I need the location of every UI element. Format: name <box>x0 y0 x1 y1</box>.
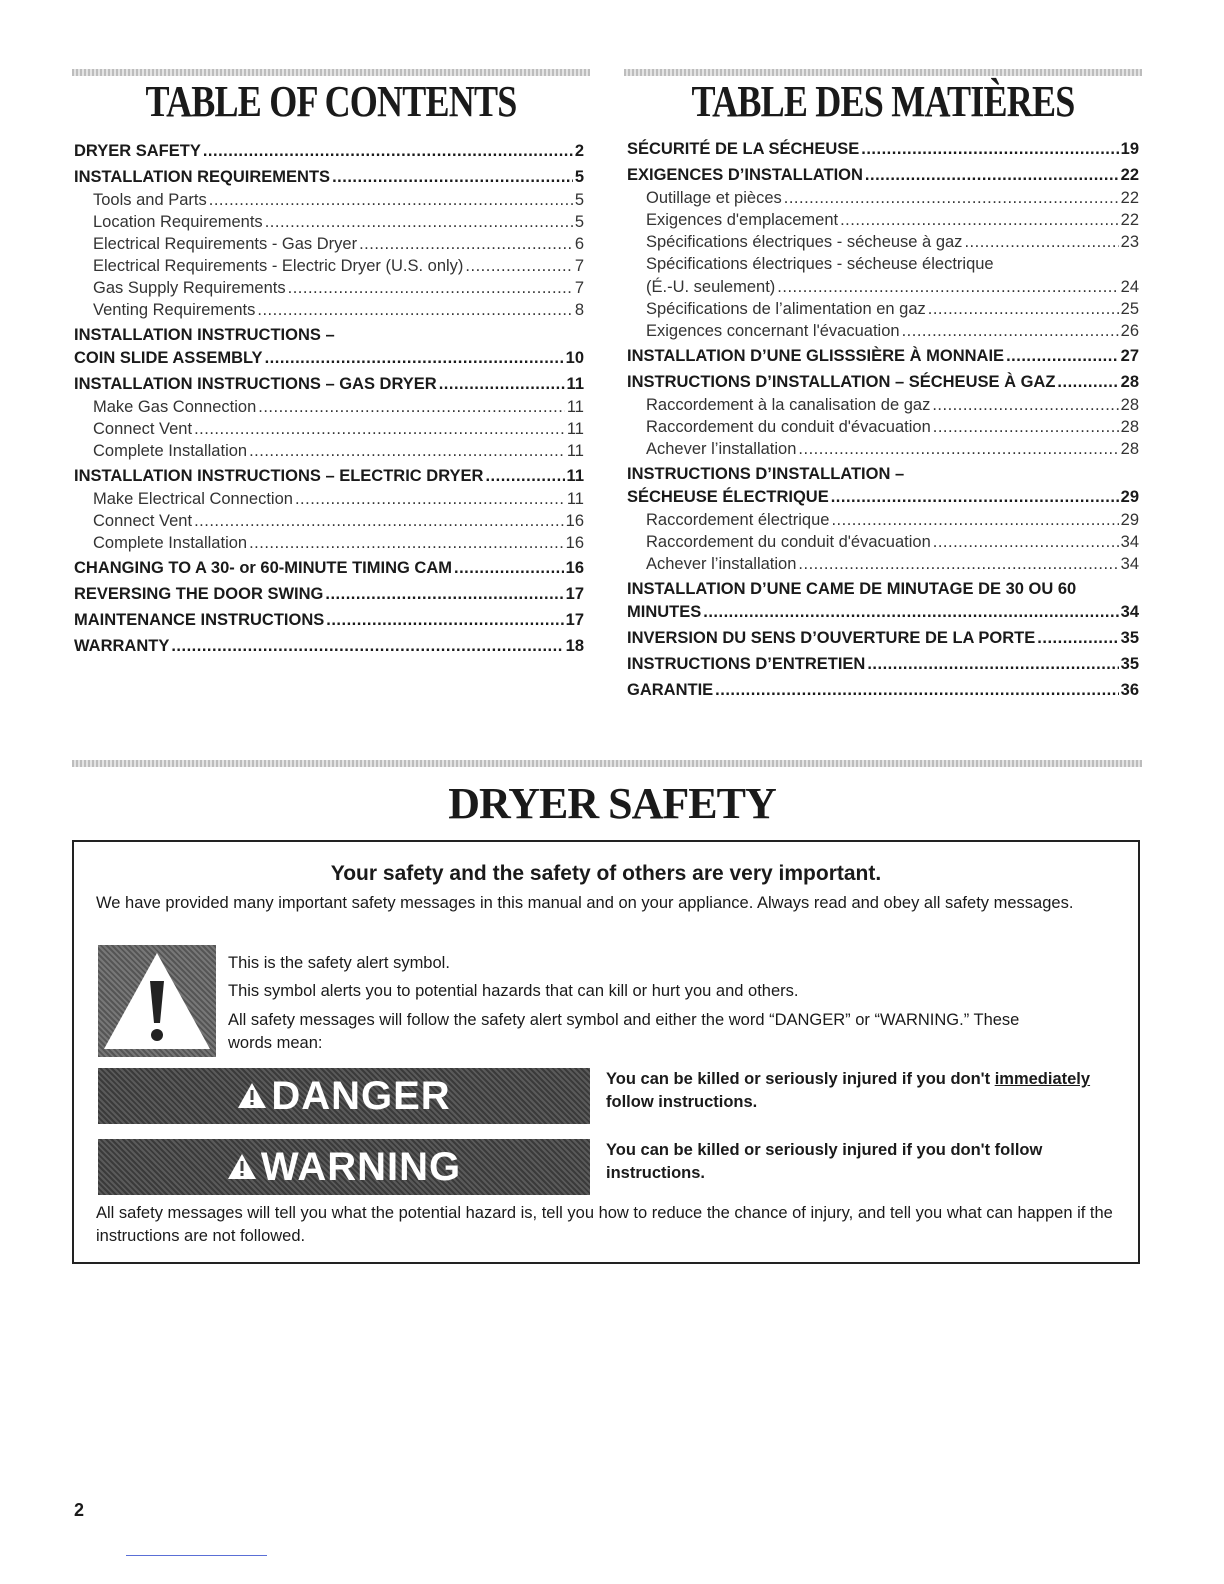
toc-entry <box>74 396 584 418</box>
safety-footer: All safety messages will tell you what the potential hazard is, tell you how to reduce the chance of injury, and tell you what can happen if the instructions are not followed. <box>96 1204 1113 1245</box>
toc-leader-dots <box>439 373 565 396</box>
toc-leader-dots <box>798 553 1118 575</box>
toc-entry <box>627 253 1139 276</box>
toc-entry <box>74 255 584 277</box>
toc-entry-page: 11 <box>566 467 584 485</box>
toc-entry-title: INVERSION DU SENS D’OUVERTURE DE LA PORTE <box>627 629 1036 647</box>
warning-triangle-icon <box>237 1074 267 1119</box>
toc-entry <box>627 679 1139 702</box>
toc-entry <box>627 553 1139 575</box>
toc-entry <box>74 557 584 580</box>
toc-title-fr: TABLE DES MATIÈRES <box>691 77 1075 126</box>
symbol-line-3: All safety messages will follow the safety alert symbol and either the word “DANGER” or “WARNING.” These words mean: <box>228 1011 1020 1052</box>
toc-entry-title: GARANTIE <box>627 681 714 699</box>
toc-list-fr <box>627 135 1139 702</box>
toc-leader-dots <box>840 209 1119 231</box>
toc-entry-page: 29 <box>1120 511 1139 529</box>
toc-entry-title: Achever l’installation <box>646 555 797 573</box>
toc-leader-dots <box>288 277 573 299</box>
danger-text-a: You can be killed or seriously injured if you don't <box>606 1070 995 1088</box>
toc-entry-page: 11 <box>566 398 584 416</box>
toc-entry-title: Gas Supply Requirements <box>93 279 286 297</box>
toc-leader-dots <box>295 488 565 510</box>
toc-entry-page: 29 <box>1120 488 1139 506</box>
toc-entry-title: DRYER SAFETY <box>74 142 201 160</box>
toc-entry-title: Complete Installation <box>93 534 248 552</box>
toc-leader-dots <box>1006 345 1119 368</box>
toc-entry-title: Electrical Requirements - Electric Dryer (U.S. only) <box>93 257 464 275</box>
toc-entry-page: 34 <box>1120 555 1139 573</box>
toc-entry <box>627 601 1139 624</box>
toc-entry-title: INSTALLATION INSTRUCTIONS – GAS DRYER <box>74 375 437 393</box>
toc-entry-title: COIN SLIDE ASSEMBLY <box>74 349 263 367</box>
toc-entry <box>74 635 584 658</box>
toc-entry-title: Raccordement du conduit d'évacuation <box>646 533 931 551</box>
toc-leader-dots <box>454 557 564 580</box>
toc-entry-title: (É.-U. seulement) <box>646 278 776 296</box>
toc-entry-title: Achever l’installation <box>646 440 797 458</box>
toc-leader-dots <box>867 653 1118 676</box>
toc-entry <box>74 189 584 211</box>
toc-entry-title: EXIGENCES D’INSTALLATION <box>627 166 863 184</box>
toc-entry-page: 8 <box>574 301 584 319</box>
toc-leader-dots <box>933 531 1119 553</box>
toc-entry <box>627 578 1139 601</box>
toc-leader-dots <box>325 583 563 606</box>
toc-entry-page: 22 <box>1120 211 1139 229</box>
toc-entry-title: Spécifications de l’alimentation en gaz <box>646 300 926 318</box>
toc-entry-page: 22 <box>1120 166 1139 184</box>
toc-entry-title: MINUTES <box>627 603 702 621</box>
toc-leader-dots <box>258 396 565 418</box>
toc-entry <box>627 653 1139 676</box>
toc-leader-dots <box>194 418 565 440</box>
toc-leader-dots <box>861 138 1118 161</box>
toc-entry <box>74 166 584 189</box>
top-rule-left <box>72 69 590 76</box>
section-rule <box>72 760 1142 767</box>
toc-entry-title: Raccordement à la canalisation de gaz <box>646 396 931 414</box>
toc-entry <box>627 371 1139 394</box>
toc-entry-title: SÉCHEUSE ÉLECTRIQUE <box>627 488 829 506</box>
toc-entry-page: 26 <box>1120 322 1139 340</box>
toc-leader-dots <box>249 532 564 554</box>
toc-entry-page: 11 <box>566 490 584 508</box>
toc-leader-dots <box>777 276 1118 298</box>
toc-title-en: TABLE OF CONTENTS <box>145 77 517 126</box>
toc-entry <box>627 231 1139 253</box>
toc-entry-page: 34 <box>1120 533 1139 551</box>
toc-entry-page: 7 <box>574 257 584 275</box>
toc-list-en <box>74 137 584 658</box>
toc-leader-dots <box>265 211 573 233</box>
toc-entry <box>627 394 1139 416</box>
toc-entry <box>74 583 584 606</box>
toc-entry-page: 28 <box>1120 418 1139 436</box>
toc-entry <box>627 486 1139 509</box>
toc-entry-page: 11 <box>566 375 584 393</box>
toc-entry <box>74 299 584 321</box>
warning-label: WARNING <box>260 1144 462 1189</box>
toc-leader-dots <box>784 187 1119 209</box>
toc-entry-page: 6 <box>574 235 584 253</box>
toc-leader-dots <box>933 416 1119 438</box>
toc-entry-page: 2 <box>574 142 584 160</box>
toc-leader-dots <box>798 438 1118 460</box>
toc-leader-dots <box>332 166 573 189</box>
toc-entry-page: 35 <box>1120 629 1139 647</box>
toc-entry-page: 34 <box>1120 603 1139 621</box>
toc-entry-title: Spécifications électriques - sécheuse électrique <box>646 255 994 273</box>
footer-link-line <box>126 1555 267 1556</box>
toc-entry-title: Raccordement du conduit d'évacuation <box>646 418 931 436</box>
toc-entry-page: 24 <box>1120 278 1139 296</box>
toc-entry-page: 27 <box>1120 347 1139 365</box>
toc-entry <box>74 510 584 532</box>
toc-entry <box>627 416 1139 438</box>
toc-entry-title: INSTRUCTIONS D’ENTRETIEN <box>627 655 866 673</box>
toc-entry-title: INSTRUCTIONS D’INSTALLATION – SÉCHEUSE À GAZ <box>627 373 1056 391</box>
toc-entry <box>74 277 584 299</box>
toc-entry-page: 7 <box>574 279 584 297</box>
toc-leader-dots <box>865 164 1119 187</box>
symbol-line-1: This is the safety alert symbol. <box>228 954 450 972</box>
toc-entry-title: Connect Vent <box>93 512 193 530</box>
toc-entry-title: CHANGING TO A 30- or 60-MINUTE TIMING CAM <box>74 559 452 577</box>
toc-entry <box>627 209 1139 231</box>
toc-entry-title: Make Gas Connection <box>93 398 257 416</box>
toc-entry-page: 5 <box>574 168 584 186</box>
symbol-line-2: This symbol alerts you to potential hazards that can kill or hurt you and others. <box>228 982 799 1000</box>
safety-heading: Your safety and the safety of others are very important. <box>330 862 882 885</box>
safety-box <box>72 840 1140 1264</box>
toc-entry-page: 16 <box>565 534 584 552</box>
toc-entry-title: Outillage et pièces <box>646 189 782 207</box>
toc-entry-title: INSTALLATION D’UNE GLISSSIÈRE À MONNAIE <box>627 347 1005 365</box>
toc-leader-dots <box>831 509 1118 531</box>
toc-entry-title: Location Requirements <box>93 213 263 231</box>
toc-entry-page: 5 <box>574 191 584 209</box>
toc-entry-title: INSTALLATION REQUIREMENTS <box>74 168 331 186</box>
toc-entry <box>627 531 1139 553</box>
toc-entry <box>74 418 584 440</box>
toc-entry <box>74 140 584 163</box>
danger-text-b: follow instructions. <box>606 1093 758 1111</box>
toc-leader-dots <box>249 440 565 462</box>
toc-entry <box>74 440 584 462</box>
toc-leader-dots <box>1037 627 1118 650</box>
toc-entry-title: Connect Vent <box>93 420 193 438</box>
toc-entry <box>627 164 1139 187</box>
toc-entry <box>627 276 1139 298</box>
toc-entry-page: 35 <box>1120 655 1139 673</box>
danger-banner <box>98 1068 590 1124</box>
safety-alert-symbol-icon <box>98 945 216 1057</box>
toc-entry-title: Venting Requirements <box>93 301 256 319</box>
danger-text-emphasis: immediately <box>994 1070 1091 1088</box>
toc-leader-dots <box>1057 371 1118 394</box>
toc-entry <box>627 298 1139 320</box>
toc-entry-page: 36 <box>1120 681 1139 699</box>
toc-entry-title: Exigences d'emplacement <box>646 211 839 229</box>
safety-intro: We have provided many important safety messages in this manual and on your appliance. Always read and obey all safety messages. <box>96 894 1074 912</box>
toc-leader-dots <box>703 601 1118 624</box>
toc-entry <box>627 438 1139 460</box>
toc-leader-dots <box>932 394 1118 416</box>
toc-entry-title: INSTRUCTIONS D’INSTALLATION – <box>627 465 905 483</box>
toc-entry <box>74 233 584 255</box>
toc-entry <box>627 138 1139 161</box>
toc-leader-dots <box>902 320 1119 342</box>
toc-entry-title: Complete Installation <box>93 442 248 460</box>
danger-description <box>606 1068 1126 1114</box>
toc-entry-title: INSTALLATION INSTRUCTIONS – ELECTRIC DRYER <box>74 467 484 485</box>
toc-entry-page: 19 <box>1120 140 1139 158</box>
top-rule-right <box>624 69 1142 76</box>
toc-entry-title: Raccordement électrique <box>646 511 830 529</box>
toc-entry <box>627 187 1139 209</box>
dryer-safety-title: DRYER SAFETY <box>448 779 776 828</box>
toc-entry-page: 5 <box>574 213 584 231</box>
toc-leader-dots <box>831 486 1119 509</box>
toc-leader-dots <box>194 510 564 532</box>
toc-entry-title: INSTALLATION D’UNE CAME DE MINUTAGE DE 30 OU 60 <box>627 580 1077 598</box>
toc-entry <box>627 320 1139 342</box>
toc-entry-title: Spécifications électriques - sécheuse à gaz <box>646 233 963 251</box>
toc-entry <box>627 345 1139 368</box>
danger-label: DANGER <box>271 1073 451 1118</box>
toc-leader-dots <box>928 298 1119 320</box>
toc-leader-dots <box>485 465 564 488</box>
toc-entry-page: 23 <box>1120 233 1139 251</box>
warning-triangle-icon <box>227 1145 257 1190</box>
toc-entry <box>627 463 1139 486</box>
toc-entry-page: 25 <box>1120 300 1139 318</box>
toc-entry <box>74 488 584 510</box>
toc-entry-title: Make Electrical Connection <box>93 490 293 508</box>
toc-entry-page: 22 <box>1120 189 1139 207</box>
toc-entry <box>74 324 584 347</box>
toc-leader-dots <box>964 231 1118 253</box>
toc-entry <box>74 532 584 554</box>
toc-entry-title: Electrical Requirements - Gas Dryer <box>93 235 358 253</box>
toc-entry-page: 11 <box>566 442 584 460</box>
toc-entry-title: REVERSING THE DOOR SWING <box>74 585 324 603</box>
warning-description: You can be killed or seriously injured if you don't follow instructions. <box>606 1141 1043 1182</box>
toc-leader-dots <box>257 299 572 321</box>
toc-entry-page: 10 <box>565 349 584 367</box>
toc-leader-dots <box>715 679 1118 702</box>
toc-entry-page: 11 <box>566 420 584 438</box>
toc-entry-title: Tools and Parts <box>93 191 207 209</box>
toc-leader-dots <box>203 140 573 163</box>
toc-entry-page: 28 <box>1120 373 1139 391</box>
toc-entry-page: 16 <box>565 512 584 530</box>
toc-entry <box>74 211 584 233</box>
toc-leader-dots <box>171 635 563 658</box>
toc-entry-page: 17 <box>565 611 584 629</box>
toc-entry-page: 28 <box>1120 396 1139 414</box>
toc-entry-page: 16 <box>565 559 584 577</box>
toc-leader-dots <box>326 609 563 632</box>
toc-entry <box>74 609 584 632</box>
toc-entry-page: 18 <box>565 637 584 655</box>
toc-entry <box>74 347 584 370</box>
toc-entry <box>627 509 1139 531</box>
toc-leader-dots <box>359 233 573 255</box>
toc-entry-title: SÉCURITÉ DE LA SÉCHEUSE <box>627 140 860 158</box>
toc-entry-page: 17 <box>565 585 584 603</box>
toc-entry-page: 28 <box>1120 440 1139 458</box>
warning-banner <box>98 1139 590 1195</box>
toc-leader-dots <box>465 255 572 277</box>
toc-leader-dots <box>265 347 564 370</box>
page-number: 2 <box>74 1500 85 1520</box>
toc-entry <box>74 373 584 396</box>
toc-entry-title: INSTALLATION INSTRUCTIONS – <box>74 326 335 344</box>
toc-entry <box>627 627 1139 650</box>
toc-entry-title: MAINTENANCE INSTRUCTIONS <box>74 611 325 629</box>
toc-entry-title: WARRANTY <box>74 637 170 655</box>
toc-leader-dots <box>209 189 573 211</box>
toc-entry-title: Exigences concernant l'évacuation <box>646 322 900 340</box>
toc-entry <box>74 465 584 488</box>
